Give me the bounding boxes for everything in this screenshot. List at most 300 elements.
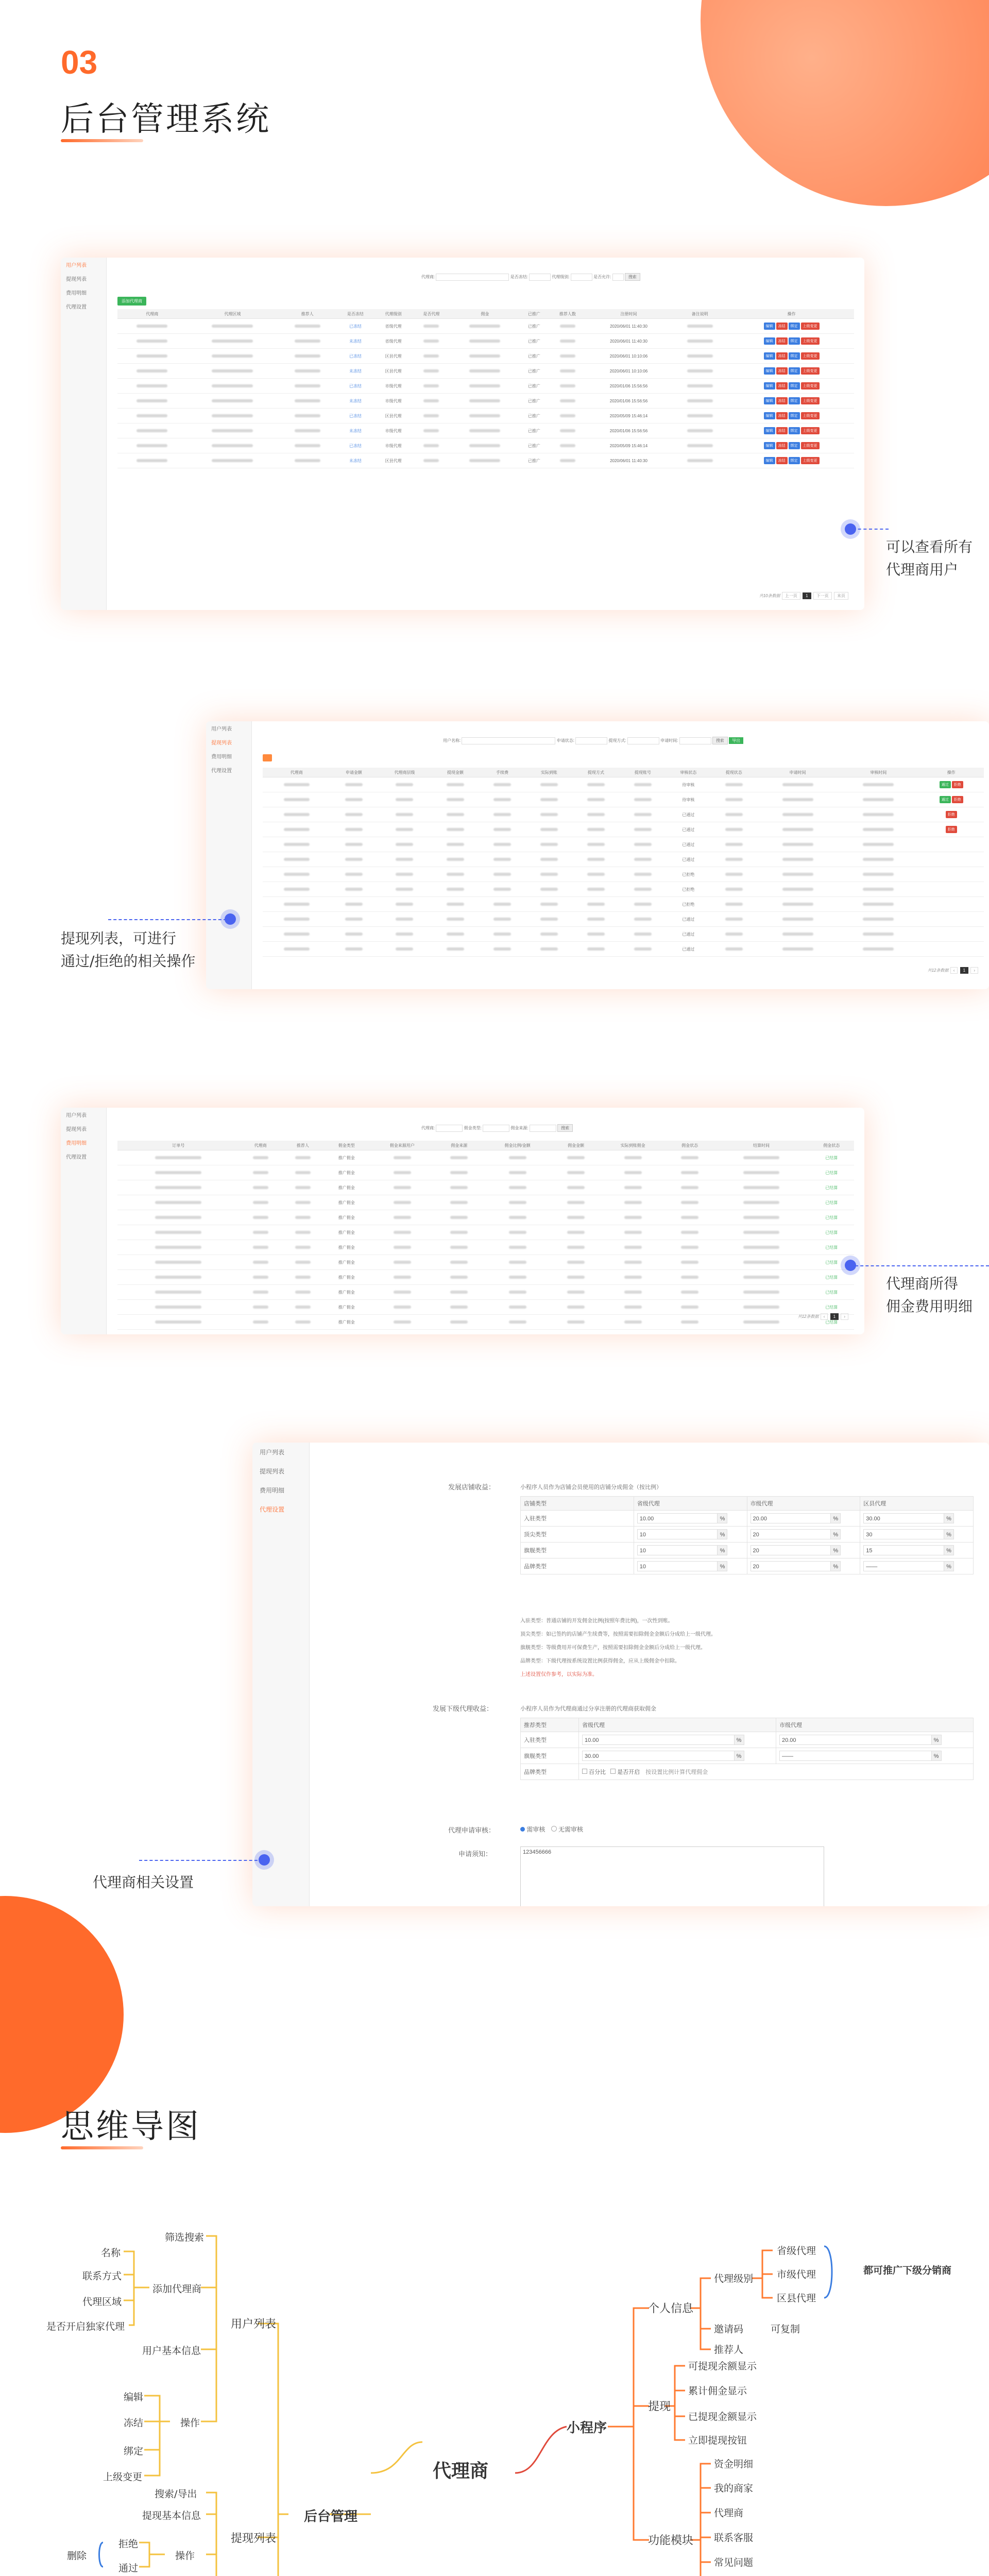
next-page-button[interactable]: › — [970, 967, 978, 974]
column-header: 市级代理 — [776, 1718, 974, 1732]
reject-button[interactable]: 拒绝 — [946, 826, 957, 833]
table-cell: 已冻结 — [336, 438, 374, 453]
filter-label: 佣金来源: — [510, 1126, 528, 1130]
page-button-current[interactable]: 1 — [803, 592, 811, 599]
note-line: 顶尖类型：如已签约的店铺产生续费等，按照需要扣除佣金金额后分成给上一级代理。 — [520, 1632, 716, 1637]
callout-line-text: 代理商用户 — [886, 561, 959, 578]
table-cell: 省级代理 — [374, 334, 413, 349]
shop-income-hint: 小程序人员作为店铺会员使用的店铺分成佣金（按比例） — [520, 1484, 662, 1490]
prev-page-button[interactable]: 上一页 — [782, 592, 800, 600]
sidebar-item-settings[interactable]: 代理设置 — [66, 304, 87, 310]
sidebar-item-users[interactable]: 用户列表 — [66, 1113, 87, 1118]
row-action-button[interactable]: 绑定 — [789, 382, 800, 389]
input-value: 30 — [866, 1532, 873, 1538]
table-cell: 顶尖类型 — [521, 1527, 634, 1543]
table-cell: 市级代理 — [374, 423, 413, 438]
prev-page-button[interactable]: ‹ — [821, 1313, 828, 1320]
mindmap-node: 提现基本信息 — [142, 2510, 201, 2521]
row-action-button[interactable]: 绑定 — [789, 352, 800, 360]
table-cell: 2020/06/01 10:10:06 — [587, 364, 671, 379]
row-action-button[interactable]: 编辑 — [764, 412, 775, 419]
column-header: 佣金来源用户 — [369, 1141, 435, 1150]
brand-type-desc: 按设置比例计算代理佣金 — [645, 1769, 708, 1775]
mindmap-node: 用户基本信息 — [142, 2345, 201, 2357]
row-label: 品牌类型 — [521, 1764, 579, 1780]
row-action-button[interactable]: 上级变更 — [801, 337, 820, 345]
input-value: 20 — [753, 1564, 759, 1570]
mindmap-node: 可复制 — [771, 2324, 800, 2335]
sidebar-item-fees[interactable]: 费用明细 — [66, 291, 87, 296]
mindmap-node: 省级代理 — [777, 2245, 816, 2257]
percent-icon: % — [830, 1530, 840, 1539]
mindmap-node: 邀请码 — [714, 2324, 744, 2335]
mindmap-node: 操作 — [180, 2417, 200, 2429]
page-button-current[interactable]: 1 — [960, 967, 968, 974]
mindmap-node: 资金明细 — [714, 2459, 754, 2470]
note-warning: 上述设置仅作参考，以实际为准。 — [520, 1672, 598, 1677]
table-cell: 已结算 — [809, 1255, 854, 1270]
input-value: 10 — [639, 1564, 646, 1570]
column-header: 佣金金额 — [552, 1141, 600, 1150]
sidebar-item-settings[interactable]: 代理设置 — [260, 1506, 285, 1513]
percent-icon: % — [944, 1562, 953, 1571]
table-cell: 品牌类型 — [521, 1558, 634, 1574]
percent-icon: % — [944, 1514, 953, 1523]
row-action-button[interactable]: 上级变更 — [801, 457, 820, 464]
column-header: 推荐人 — [278, 309, 336, 319]
search-button[interactable]: 搜索 — [557, 1124, 573, 1132]
section-title: 思维导图 — [61, 2108, 201, 2146]
table-cell: 已冻结 — [336, 379, 374, 394]
input-value: 15 — [866, 1548, 873, 1554]
column-header: 提现账号 — [619, 768, 666, 777]
table-cell: 入驻类型 — [521, 1732, 579, 1748]
table-cell: 已推广 — [520, 334, 549, 349]
mindmap-node: 代理商 — [714, 2507, 744, 2519]
row-action-button[interactable]: 编辑 — [764, 427, 775, 434]
mindmap-users: 用户列表 — [231, 2318, 277, 2331]
agent-income-label: 发展下级代理收益： — [433, 1705, 493, 1713]
column-header: 代理区域 — [186, 309, 278, 319]
row-action-button[interactable]: 上级变更 — [801, 352, 820, 360]
add-agent-button[interactable]: 添加代理商 — [117, 297, 146, 306]
table-cell: 2020/01/06 15:56:56 — [587, 423, 671, 438]
mindmap-node: 是否开启独家代理 — [46, 2321, 125, 2332]
sidebar-item-settings[interactable]: 代理设置 — [211, 768, 232, 774]
row-action-button[interactable]: 编辑 — [764, 367, 775, 375]
table-cell: 已结算 — [809, 1300, 854, 1315]
note-line: 入驻类型：普通店铺的开发佣金比例(按照年费比例)，一次性到账。 — [520, 1618, 673, 1624]
prev-page-button[interactable]: ‹ — [950, 967, 958, 974]
section-number: 03 — [61, 44, 98, 81]
row-action-button[interactable]: 编辑 — [764, 442, 775, 449]
sidebar-item-users[interactable]: 用户列表 — [260, 1449, 285, 1456]
column-header: 提现方式 — [572, 768, 619, 777]
mindmap-note: 都可推广下级分销商 — [863, 2265, 952, 2276]
section-title: 后台管理系统 — [61, 100, 271, 139]
row-action-button[interactable]: 编辑 — [764, 457, 775, 464]
table-cell: 推广佣金 — [324, 1270, 369, 1285]
table-cell: 已通过 — [666, 912, 710, 927]
table-cell: 区县代理 — [374, 349, 413, 364]
table-cell: 已推广 — [520, 409, 549, 423]
percent-icon: % — [717, 1530, 727, 1539]
table-cell: 2020/01/06 15:56:56 — [587, 379, 671, 394]
mindmap-node: 拒绝 — [118, 2538, 139, 2550]
last-page-button[interactable]: 末页 — [834, 592, 848, 600]
table-cell: 已通过 — [666, 822, 710, 837]
mindmap-personal: 个人信息 — [648, 2302, 694, 2315]
column-header: 佣金来源 — [435, 1141, 483, 1150]
mindmap-node: 通过 — [118, 2563, 139, 2574]
approve-button[interactable]: 通过 — [940, 781, 951, 788]
table-cell: 已结算 — [809, 1210, 854, 1225]
column-header: 代理级别 — [374, 309, 413, 319]
agent-income-hint: 小程序人员作为代理商通过分享注册的代理商获取佣金 — [520, 1706, 656, 1712]
sidebar-item-withdraw[interactable]: 提现列表 — [260, 1468, 285, 1475]
input-value: 10.00 — [639, 1516, 654, 1522]
sidebar-item-withdraw[interactable]: 提现列表 — [211, 740, 232, 746]
search-button[interactable]: 搜索 — [712, 737, 728, 744]
reject-button[interactable]: 拒绝 — [946, 811, 957, 818]
table-cell: 已推广 — [520, 453, 549, 468]
pagination-total: 共12条数据 — [927, 968, 949, 973]
input-value: 20 — [753, 1532, 759, 1538]
mindmap-node: 立即提现按钮 — [688, 2435, 747, 2446]
table-cell: 市级代理 — [374, 379, 413, 394]
row-action-button[interactable]: 上级变更 — [801, 412, 820, 419]
percent-option-label: 百分比 — [589, 1769, 606, 1775]
sidebar-item-withdraw[interactable]: 提现列表 — [66, 1127, 87, 1132]
table-cell: 推广佣金 — [324, 1240, 369, 1255]
row-action-button[interactable]: 绑定 — [789, 412, 800, 419]
input-value: 10 — [639, 1532, 646, 1538]
table-cell: 已拒绝 — [666, 882, 710, 897]
mindmap-node: 冻结 — [124, 2417, 144, 2429]
filter-label: 申请状态: — [556, 738, 574, 743]
section-number: 04 — [61, 2051, 98, 2088]
column-header: 提现状态 — [710, 768, 757, 777]
table-cell: 2020/06/01 11:40:30 — [587, 319, 671, 334]
table-cell: 已结算 — [809, 1270, 854, 1285]
table-cell: 区县代理 — [374, 364, 413, 379]
column-header: 推荐类型 — [521, 1718, 579, 1732]
table-cell: 未冻结 — [336, 364, 374, 379]
filter-label: 代理级别: — [552, 275, 570, 279]
table-cell: 2020/05/09 15:46:14 — [587, 409, 671, 423]
table-cell: 已结算 — [809, 1240, 854, 1255]
column-header: 省级代理 — [634, 1497, 747, 1511]
mindmap-withdraw-mini: 提现 — [648, 2400, 671, 2413]
row-action-button[interactable]: 冻结 — [776, 367, 788, 375]
filter-label: 申请时间: — [660, 738, 678, 743]
mindmap-node: 可提现余额显示 — [688, 2361, 757, 2372]
row-action-button[interactable]: 冻结 — [776, 427, 788, 434]
filter-label: 是否冻结: — [510, 275, 528, 279]
mindmap-node: 常见问题 — [714, 2557, 754, 2568]
radio-option-label: 需审核 — [526, 1826, 545, 1833]
column-header: 佣金比例/金额 — [483, 1141, 552, 1150]
input-value: 20.00 — [753, 1516, 768, 1522]
table-cell: 市级代理 — [374, 394, 413, 409]
sidebar-item-users[interactable]: 用户列表 — [66, 263, 87, 268]
radio-option-label: 无需审核 — [558, 1826, 584, 1833]
table-cell: 已结算 — [809, 1165, 854, 1180]
sidebar-item-withdraw[interactable]: 提现列表 — [66, 277, 87, 282]
column-header: 操作 — [919, 768, 984, 777]
row-action-button[interactable]: 编辑 — [764, 337, 775, 345]
note-line: 品牌类型：下级代理按系统设置比例获得佣金，应从上级佣金中扣除。 — [520, 1658, 680, 1664]
shop-income-label: 发展店铺收益： — [448, 1483, 496, 1491]
row-action-button[interactable]: 上级变更 — [801, 382, 820, 389]
mindmap-node: 上级变更 — [103, 2471, 143, 2483]
column-header: 手续费 — [479, 768, 525, 777]
notes-label: 申请须知： — [458, 1850, 492, 1858]
row-action-button[interactable]: 绑定 — [789, 367, 800, 375]
mindmap-features: 功能模块 — [648, 2534, 694, 2547]
row-action-button[interactable]: 上级变更 — [801, 397, 820, 404]
percent-icon: % — [830, 1514, 840, 1523]
column-header: 店铺类型 — [521, 1497, 634, 1511]
mindmap-node: 区县代理 — [777, 2293, 816, 2304]
column-header: 推荐人数 — [549, 309, 587, 319]
table-cell: 待审核 — [666, 792, 710, 807]
column-header: 推荐人 — [282, 1141, 324, 1150]
callout-line-text: 可以查看所有 — [886, 538, 973, 555]
mindmap-node: 联系方式 — [82, 2270, 122, 2282]
mindmap-node: 推荐人 — [714, 2344, 744, 2355]
filter-label: 代理商: — [421, 1126, 435, 1130]
table-cell: 已冻结 — [336, 409, 374, 423]
mindmap-node: 添加代理商 — [152, 2283, 202, 2295]
percent-icon: % — [944, 1530, 953, 1539]
table-cell: 推广佣金 — [324, 1285, 369, 1300]
table-cell: 未冻结 — [336, 394, 374, 409]
mindmap-node: 代理区域 — [82, 2296, 122, 2308]
row-action-button[interactable]: 上级变更 — [801, 442, 820, 449]
table-cell: 已推广 — [520, 423, 549, 438]
row-action-button[interactable]: 编辑 — [764, 397, 775, 404]
mindmap-miniapp: 小程序 — [567, 2420, 607, 2436]
table-cell: 推广佣金 — [324, 1315, 369, 1330]
input-value: —— — [866, 1564, 878, 1570]
column-header: 代理商 — [263, 768, 330, 777]
column-header: 代理商层级 — [377, 768, 432, 777]
callout-line-text: 通过/拒绝的相关操作 — [61, 953, 196, 970]
percent-icon: % — [717, 1562, 727, 1571]
table-cell: 省级代理 — [374, 319, 413, 334]
column-header: 申请时间 — [757, 768, 838, 777]
reject-button[interactable]: 拒绝 — [952, 781, 963, 788]
column-header: 已推广 — [520, 309, 549, 319]
table-cell: 旗舰类型 — [521, 1543, 634, 1558]
table-cell: 2020/01/06 15:56:56 — [587, 394, 671, 409]
column-header: 是否冻结 — [336, 309, 374, 319]
table-cell: 已通过 — [666, 942, 710, 957]
input-value: 30.00 — [585, 1753, 599, 1759]
row-action-button[interactable]: 绑定 — [789, 442, 800, 449]
percent-icon: % — [734, 1735, 744, 1744]
table-cell: 未冻结 — [336, 453, 374, 468]
table-cell: 已拒绝 — [666, 867, 710, 882]
note-line: 旗舰类型：等级费用并可保费生产，按照需要扣除佣金金额后分成给上一级代理。 — [520, 1645, 706, 1651]
column-header: 订单号 — [117, 1141, 240, 1150]
mindmap-node: 删除 — [67, 2550, 87, 2562]
pagination-total: 共12条数据 — [797, 1314, 819, 1319]
table-cell: 已结算 — [809, 1180, 854, 1195]
table-cell: 入驻类型 — [521, 1511, 634, 1527]
mindmap-node: 名称 — [101, 2247, 121, 2259]
table-cell: 待审核 — [666, 777, 710, 792]
row-action-button[interactable]: 冻结 — [776, 457, 788, 464]
percent-icon: % — [944, 1546, 953, 1555]
table-cell: 未冻结 — [336, 423, 374, 438]
mindmap-root: 代理商 — [433, 2461, 489, 2482]
column-header: 省级代理 — [579, 1718, 776, 1732]
sidebar-item-fees[interactable]: 费用明细 — [211, 754, 232, 760]
table-cell: 已推广 — [520, 319, 549, 334]
input-value: 30.00 — [866, 1516, 880, 1522]
table-cell: 推广佣金 — [324, 1180, 369, 1195]
row-action-button[interactable]: 冻结 — [776, 397, 788, 404]
percent-icon: % — [931, 1751, 941, 1760]
input-value: 20.00 — [782, 1737, 796, 1743]
table-cell: 推广佣金 — [324, 1150, 369, 1165]
column-header: 实际到账佣金 — [600, 1141, 666, 1150]
row-action-button[interactable]: 编辑 — [764, 323, 775, 330]
row-action-button[interactable]: 冻结 — [776, 442, 788, 449]
row-action-button[interactable]: 上级变更 — [801, 367, 820, 375]
percent-icon: % — [830, 1546, 840, 1555]
table-cell: 已冻结 — [336, 349, 374, 364]
row-action-button[interactable]: 冻结 — [776, 412, 788, 419]
table-cell: 2020/06/01 10:10:06 — [587, 349, 671, 364]
table-cell: 2020/06/01 11:40:30 — [587, 453, 671, 468]
table-cell: 推广佣金 — [324, 1195, 369, 1210]
row-action-button[interactable]: 绑定 — [789, 337, 800, 345]
export-button[interactable]: 导出 — [729, 737, 743, 744]
page-button-current[interactable]: 1 — [830, 1313, 839, 1320]
row-action-button[interactable]: 绑定 — [789, 427, 800, 434]
table-cell: 已推广 — [520, 379, 549, 394]
table-cell: 已推广 — [520, 438, 549, 453]
mindmap-node: 市级代理 — [777, 2269, 816, 2280]
table-cell: 推广佣金 — [324, 1300, 369, 1315]
table-cell: 已冻结 — [336, 319, 374, 334]
mindmap-node: 编辑 — [124, 2392, 144, 2403]
table-cell: 推广佣金 — [324, 1210, 369, 1225]
table-cell: 未冻结 — [336, 334, 374, 349]
filter-label: 佣金类型: — [464, 1126, 482, 1130]
table-cell: 2020/06/01 11:40:30 — [587, 334, 671, 349]
input-value: 10.00 — [585, 1737, 599, 1743]
column-header: 佣金 — [450, 309, 519, 319]
search-button[interactable]: 搜索 — [625, 273, 640, 281]
column-header: 代理商 — [117, 309, 186, 319]
row-action-button[interactable]: 绑定 — [789, 323, 800, 330]
column-header: 操作 — [729, 309, 854, 319]
next-page-button[interactable]: 下一页 — [813, 592, 832, 600]
table-cell: 已结算 — [809, 1225, 854, 1240]
column-header: 审核状态 — [666, 768, 710, 777]
column-header: 佣金类型 — [324, 1141, 369, 1150]
table-cell: 市级代理 — [374, 438, 413, 453]
percent-icon: % — [717, 1546, 727, 1555]
column-header: 注册时间 — [587, 309, 671, 319]
sidebar-item-users[interactable]: 用户列表 — [211, 726, 232, 732]
approve-button[interactable]: 通过 — [940, 796, 951, 803]
table-cell: 已推广 — [520, 394, 549, 409]
row-action-button[interactable]: 上级变更 — [801, 427, 820, 434]
sidebar-item-settings[interactable]: 代理设置 — [66, 1155, 87, 1160]
sidebar-item-fees[interactable]: 费用明细 — [260, 1487, 285, 1494]
notes-textarea[interactable]: 123456666 — [520, 1846, 824, 1906]
table-cell: 已推广 — [520, 364, 549, 379]
mindmap-admin: 后台管理 — [304, 2509, 358, 2524]
mindmap-node: 我的商家 — [714, 2483, 754, 2494]
table-cell: 已结算 — [809, 1195, 854, 1210]
enable-option-label: 是否开启 — [617, 1769, 640, 1775]
mindmap-node: 筛选搜索 — [165, 2232, 204, 2243]
review-mode-label: 代理申请审核： — [448, 1826, 496, 1834]
row-action-button[interactable]: 编辑 — [764, 382, 775, 389]
percent-icon: % — [830, 1562, 840, 1571]
row-action-button[interactable]: 编辑 — [764, 352, 775, 360]
column-header: 是否代理 — [412, 309, 450, 319]
next-page-button[interactable]: › — [841, 1313, 848, 1320]
percent-icon: % — [717, 1514, 727, 1523]
percent-icon: % — [931, 1735, 941, 1744]
column-header: 实际到账 — [525, 768, 572, 777]
table-cell: 区县代理 — [374, 453, 413, 468]
table-cell: 推广佣金 — [324, 1255, 369, 1270]
filter-label: 用户名称: — [443, 738, 461, 743]
table-cell: 已结算 — [809, 1150, 854, 1165]
table-cell: 2020/05/09 15:46:14 — [587, 438, 671, 453]
row-action-button[interactable]: 上级变更 — [801, 323, 820, 330]
input-value: —— — [782, 1753, 793, 1759]
row-action-button[interactable]: 绑定 — [789, 397, 800, 404]
table-cell: 已通过 — [666, 807, 710, 822]
pagination-total: 共10条数据 — [759, 594, 780, 598]
mindmap-withdraw: 提现列表 — [231, 2532, 277, 2545]
column-header: 审核时间 — [838, 768, 919, 777]
filter-label: 代理商: — [421, 275, 435, 279]
callout-settings: 代理商相关设置 — [93, 1874, 194, 1891]
row-action-button[interactable]: 冻结 — [776, 337, 788, 345]
column-header: 申请金额 — [330, 768, 377, 777]
mindmap-node: 已提现金额显示 — [688, 2411, 757, 2422]
callout-line-text: 代理商所得 — [886, 1275, 959, 1292]
column-header: 佣金状态 — [666, 1141, 714, 1150]
column-header: 结算时间 — [713, 1141, 809, 1150]
mindmap-node: 绑定 — [124, 2446, 144, 2457]
column-header: 区县代理 — [860, 1497, 974, 1511]
row-action-button[interactable]: 冻结 — [776, 352, 788, 360]
mindmap-node: 联系客服 — [714, 2532, 754, 2544]
column-header: 佣金状态 — [809, 1141, 854, 1150]
callout-line-text: 提现列表，可进行 — [61, 930, 177, 947]
sidebar-item-fees[interactable]: 费用明细 — [66, 1141, 87, 1146]
percent-icon: % — [734, 1751, 744, 1760]
row-action-button[interactable]: 绑定 — [789, 457, 800, 464]
row-action-button[interactable]: 冻结 — [776, 382, 788, 389]
row-action-button[interactable]: 冻结 — [776, 323, 788, 330]
table-cell: 已通过 — [666, 837, 710, 852]
input-value: 10 — [639, 1548, 646, 1554]
reject-button[interactable]: 拒绝 — [952, 796, 963, 803]
table-cell: 已结算 — [809, 1315, 854, 1330]
